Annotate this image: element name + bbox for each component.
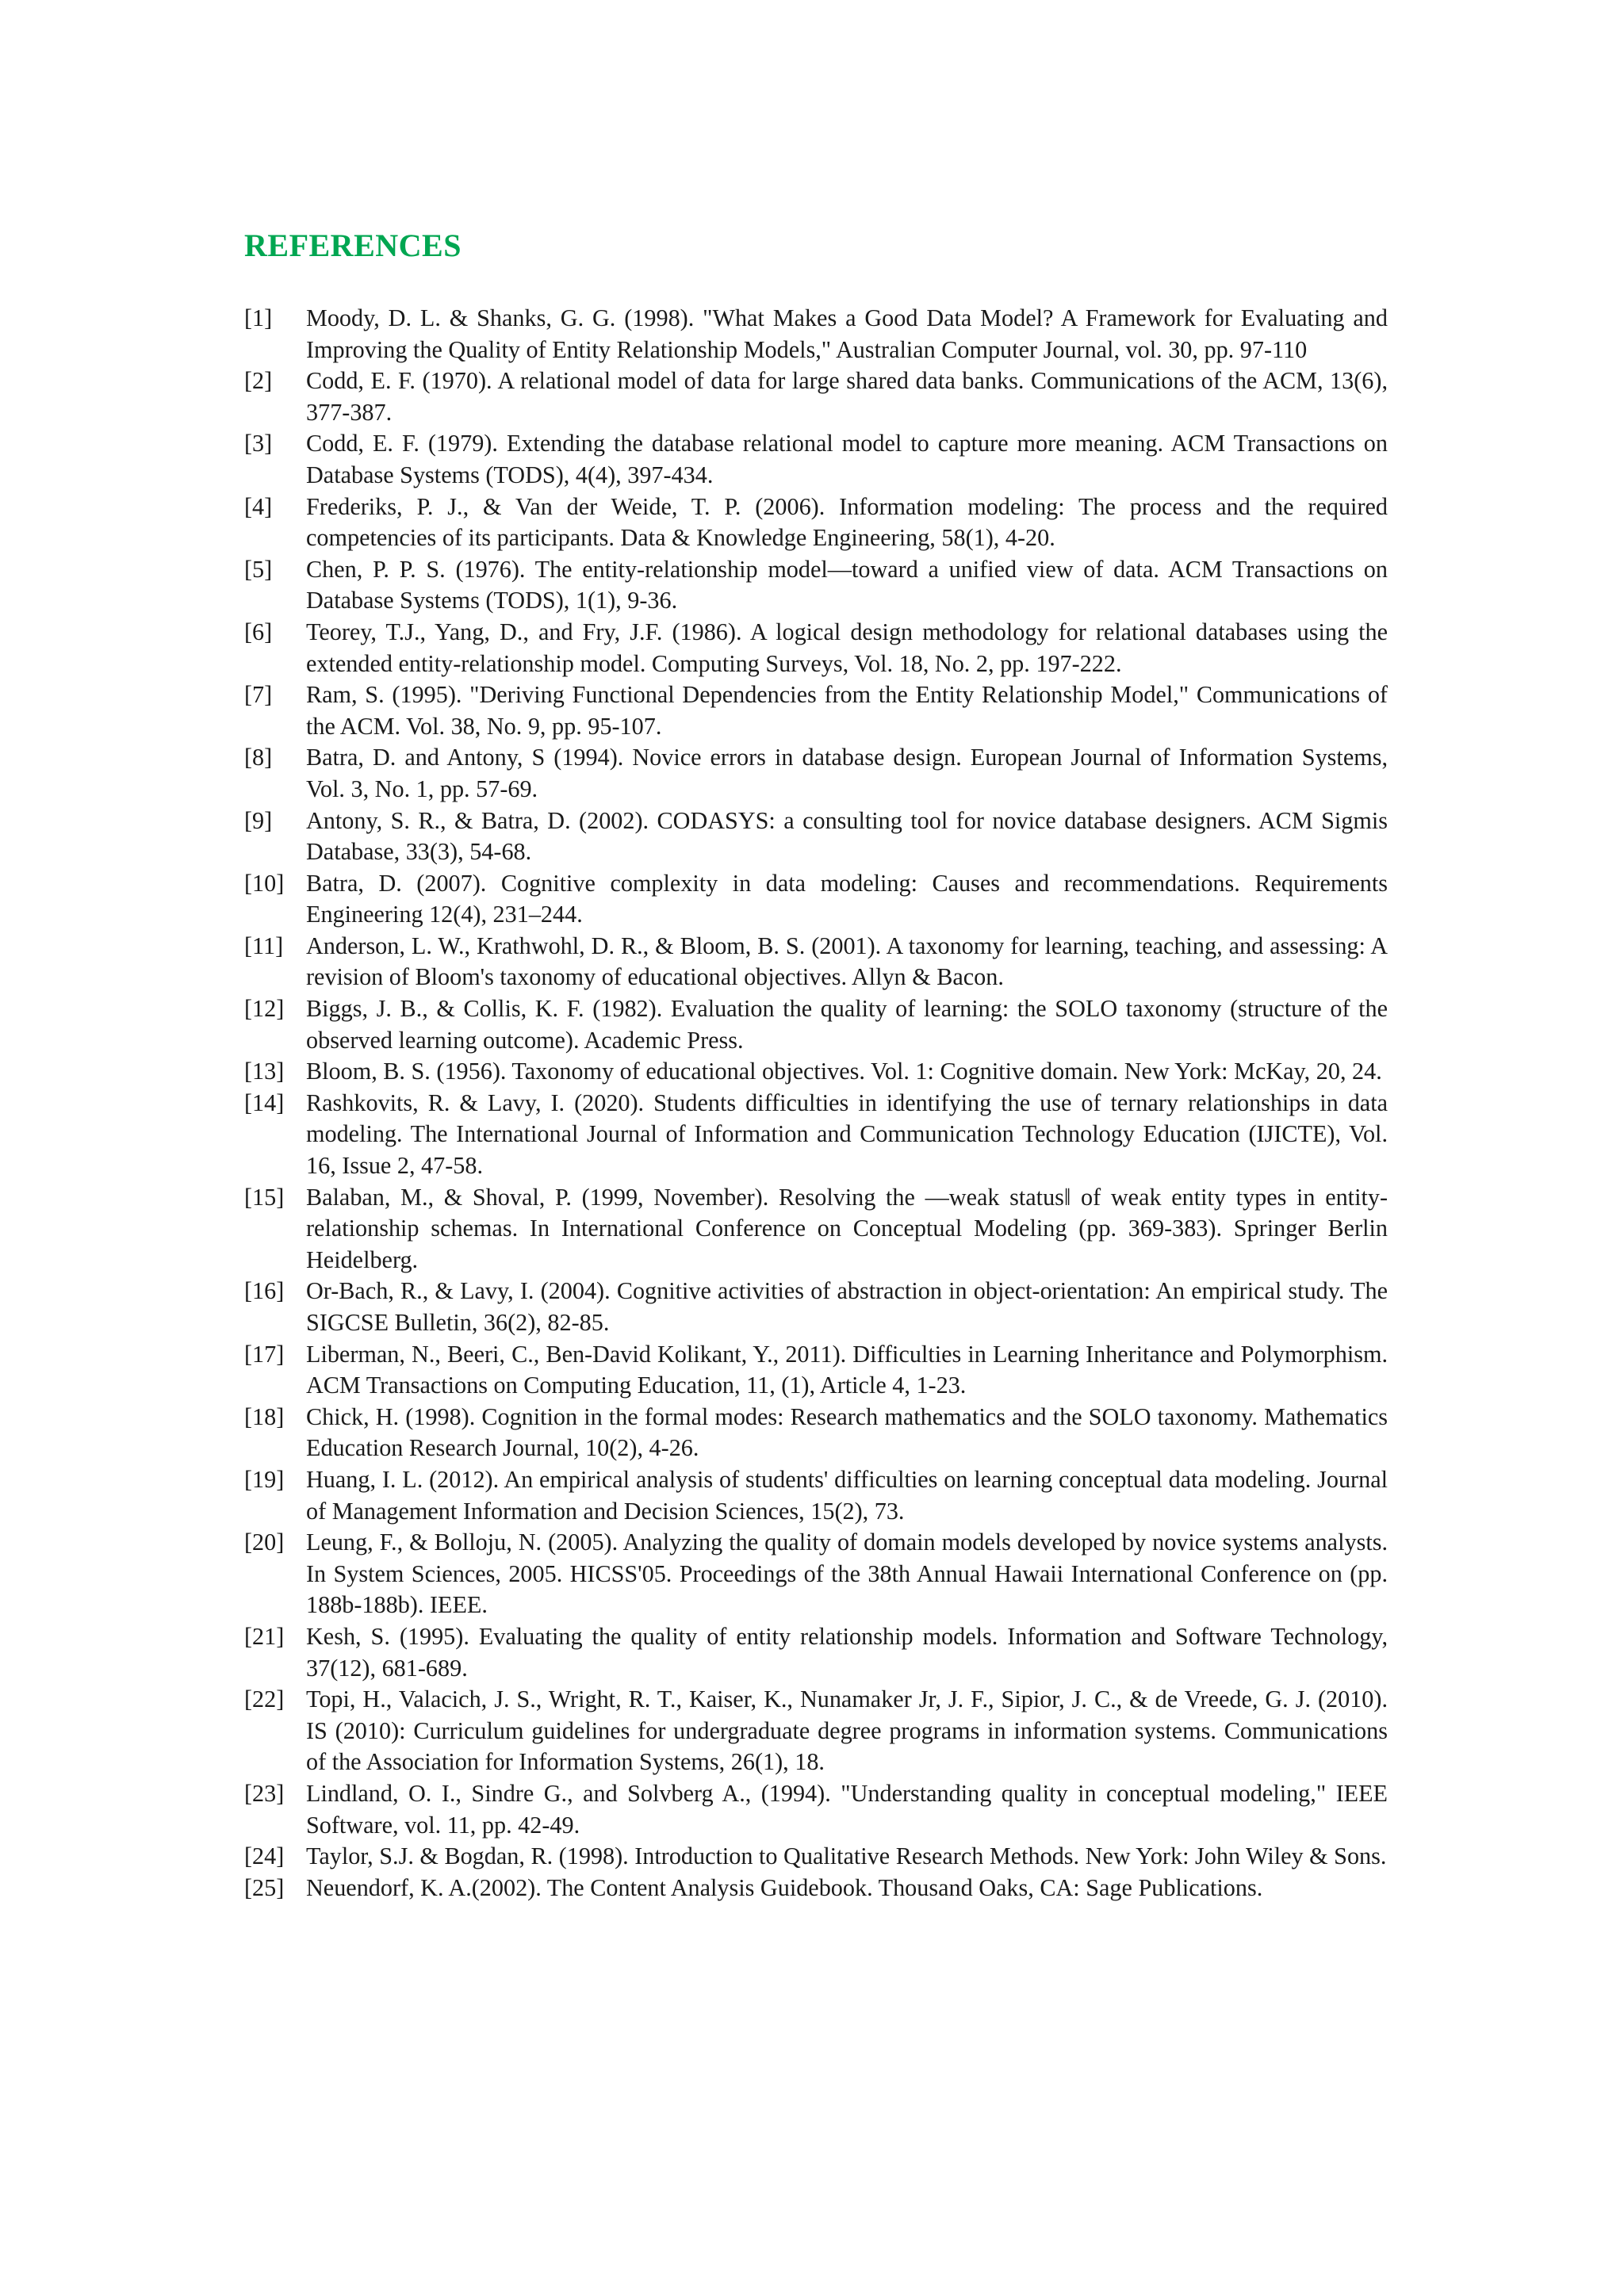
reference-number: [12] — [244, 995, 285, 1023]
reference-text: Liberman, N., Beeri, C., Ben-David Kolikant, Y., 2011). Difficulties in Learning Inheritance and Polymorphism. ACM Transactions on Computing Education, 11, (1), Article 4, 1-23. — [306, 1340, 1388, 1399]
reference-text: Batra, D. (2007). Cognitive complexity in data modeling: Causes and recommendations. Requirements Engineering 12(4), 231–244. — [306, 869, 1388, 928]
reference-number: [14] — [244, 1089, 285, 1116]
reference-number: [23] — [244, 1779, 285, 1807]
reference-text: Taylor, S.J. & Bogdan, R. (1998). Introduction to Qualitative Research Methods. New York: John Wiley & Sons. — [306, 1843, 1387, 1870]
reference-text: Codd, E. F. (1970). A relational model of data for large shared data banks. Communications of the ACM, 13(6), 377-387. — [306, 367, 1388, 426]
reference-number: [1] — [244, 304, 273, 331]
reference-text: Batra, D. and Antony, S (1994). Novice errors in database design. European Journal of Information Systems, Vol. 3, No. 1, pp. 57-69. — [306, 744, 1388, 802]
reference-text: Chen, P. P. S. (1976). The entity-relationship model—toward a unified view of data. ACM Transactions on Database Systems (TODS), 1(1), 9-36. — [306, 555, 1388, 614]
reference-number: [19] — [244, 1465, 285, 1493]
reference-text: Antony, S. R., & Batra, D. (2002). CODASYS: a consulting tool for novice database designers. ACM Sigmis Database, 33(3), 54-68. — [306, 806, 1388, 866]
reference-item — [244, 742, 1388, 805]
reference-number: [15] — [244, 1183, 285, 1211]
reference-item — [244, 931, 1388, 993]
reference-number: [13] — [244, 1058, 285, 1085]
reference-item — [244, 868, 1388, 931]
reference-item — [244, 1339, 1388, 1402]
reference-number: [25] — [244, 1873, 285, 1901]
reference-number: [10] — [244, 869, 285, 897]
reference-text: Topi, H., Valacich, J. S., Wright, R. T., Kaiser, K., Nunamaker Jr, J. F., Sipior, J. C., & de Vreede, G. J. (2010). IS (2010): Curriculum guidelines for undergraduate degree programs in information systems. Communications of the Association for Information Systems, 26(1), 18. — [306, 1686, 1388, 1776]
reference-item — [244, 1182, 1388, 1276]
reference-text: Lindland, O. I., Sindre G., and Solvberg A., (1994). "Understanding quality in conceptual modeling," IEEE Software, vol. 11, pp. 42-49. — [306, 1779, 1388, 1839]
reference-text: Ram, S. (1995). "Deriving Functional Dependencies from the Entity Relationship Model," Communications of the ACM. Vol. 38, No. 9, pp. 95-107. — [306, 681, 1388, 740]
reference-item — [244, 1402, 1388, 1464]
reference-text: Anderson, L. W., Krathwohl, D. R., & Bloom, B. S. (2001). A taxonomy for learning, teaching, and assessing: A revision of Bloom's taxonomy of educational objectives. Allyn & Bacon. — [306, 932, 1388, 991]
reference-number: [24] — [244, 1843, 285, 1870]
reference-number: [21] — [244, 1622, 285, 1650]
reference-item — [244, 806, 1388, 868]
reference-item — [244, 428, 1388, 491]
reference-text: Or-Bach, R., & Lavy, I. (2004). Cognitive activities of abstraction in object-orientation: An empirical study. The SIGCSE Bulletin, 36(2), 82-85. — [306, 1277, 1388, 1336]
references-heading: REFERENCES — [244, 228, 462, 263]
reference-text: Frederiks, P. J., & Van der Weide, T. P. (2006). Information modeling: The process and the required competencies of its participants. Data & Knowledge Engineering, 58(1), 4-20. — [306, 492, 1388, 552]
reference-number: [11] — [244, 932, 284, 959]
reference-number: [3] — [244, 430, 273, 457]
reference-number: [8] — [244, 744, 273, 771]
reference-number: [4] — [244, 492, 273, 520]
reference-number: [9] — [244, 806, 273, 834]
reference-number: [7] — [244, 681, 273, 709]
reference-text: Chick, H. (1998). Cognition in the formal modes: Research mathematics and the SOLO taxonomy. Mathematics Education Research Journal, 10(2), 4-26. — [306, 1402, 1388, 1462]
reference-number: [5] — [244, 555, 273, 583]
reference-text: Huang, I. L. (2012). An empirical analysis of students' difficulties on learning conceptual data modeling. Journal of Management Information and Decision Sciences, 15(2), 73. — [306, 1465, 1388, 1525]
reference-item — [244, 1621, 1388, 1684]
reference-item — [244, 1778, 1388, 1841]
reference-item — [244, 303, 1388, 365]
reference-item — [244, 1056, 1388, 1088]
reference-item — [244, 554, 1388, 617]
reference-text: Bloom, B. S. (1956). Taxonomy of educational objectives. Vol. 1: Cognitive domain. New York: McKay, 20, 24. — [306, 1058, 1382, 1085]
reference-number: [18] — [244, 1402, 285, 1430]
reference-number: [6] — [244, 618, 273, 645]
reference-item — [244, 365, 1388, 428]
reference-text: Kesh, S. (1995). Evaluating the quality of entity relationship models. Information and Software Technology, 37(12), 681-689. — [306, 1622, 1388, 1682]
reference-item — [244, 1684, 1388, 1778]
reference-text: Teorey, T.J., Yang, D., and Fry, J.F. (1986). A logical design methodology for relational databases using the extended entity-relationship model. Computing Surveys, Vol. 18, No. 2, pp. 197-222. — [306, 618, 1388, 677]
reference-list — [244, 303, 1388, 1904]
reference-number: [2] — [244, 367, 273, 395]
reference-item — [244, 1841, 1388, 1873]
reference-text: Codd, E. F. (1979). Extending the database relational model to capture more meaning. ACM Transactions on Database Systems (TODS), 4(4), 397-434. — [306, 430, 1388, 488]
reference-item — [244, 1464, 1388, 1527]
reference-item — [244, 993, 1388, 1056]
reference-text: Leung, F., & Bolloju, N. (2005). Analyzing the quality of domain models developed by novice systems analysts. In System Sciences, 2005. HICSS'05. Proceedings of the 38th Annual Hawaii International Conference on (pp. 188b-188b). IEEE. — [306, 1529, 1388, 1619]
reference-text: Rashkovits, R. & Lavy, I. (2020). Students difficulties in identifying the use of ternary relationships in data modeling. The International Journal of Information and Communication Technology Education (IJICTE), Vol. 16, Issue 2, 47-58. — [306, 1089, 1388, 1180]
reference-item — [244, 1276, 1388, 1338]
reference-item — [244, 679, 1388, 742]
reference-number: [16] — [244, 1277, 285, 1305]
reference-text: Biggs, J. B., & Collis, K. F. (1982). Evaluation the quality of learning: the SOLO taxonomy (structure of the observed learning outcome). Academic Press. — [306, 995, 1388, 1054]
reference-text: Balaban, M., & Shoval, P. (1999, November). Resolving the ―weak status‖ of weak entity types in entity-relationship schemas. In International Conference on Conceptual Modeling (pp. 369-383). Springer Berlin Heidelberg. — [306, 1183, 1388, 1273]
reference-item — [244, 492, 1388, 554]
reference-item — [244, 1873, 1388, 1904]
reference-item — [244, 1527, 1388, 1621]
reference-text: Moody, D. L. & Shanks, G. G. (1998). "What Makes a Good Data Model? A Framework for Evaluating and Improving the Quality of Entity Relationship Models," Australian Computer Journal, vol. 30, pp. 97-110 — [306, 304, 1388, 363]
reference-number: [17] — [244, 1340, 285, 1368]
reference-text: Neuendorf, K. A.(2002). The Content Analysis Guidebook. Thousand Oaks, CA: Sage Publications. — [306, 1873, 1263, 1901]
reference-item — [244, 1088, 1388, 1182]
reference-number: [20] — [244, 1529, 285, 1556]
reference-item — [244, 617, 1388, 679]
reference-number: [22] — [244, 1686, 285, 1713]
